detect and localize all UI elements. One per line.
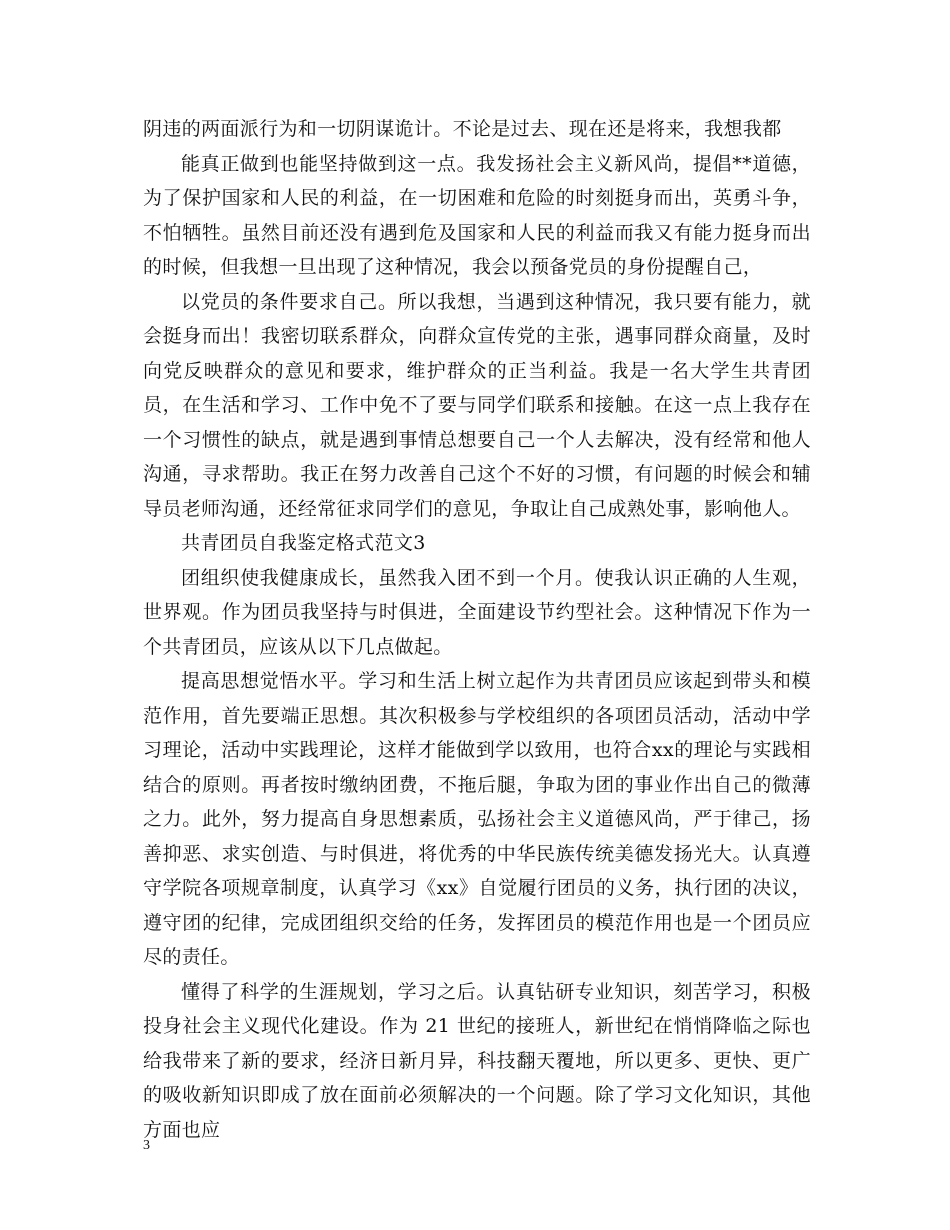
paragraph-4: 团组织使我健康成长，虽然我入团不到一个月。使我认识正确的人生观，世界观。作为团员我坚持与时俱进，全面建设节约型社会。这种情况下作为一个共青团员，应该从以下几点做起。 xyxy=(143,566,811,658)
paragraph-3: 以党员的条件要求自己。所以我想，当遇到这种情况，我只要有能力，就会挺身而出！我密切联系群众，向群众宣传党的主张，遇事同群众商量，及时向党反映群众的意见和要求，维护群众的正当利益。我是一名大学生共青团员，在生活和学习、工作中免不了要与同学们联系和接触。在这一点上我存在一个习惯性的缺点，就是遇到事情总想要自己一个人去解决，没有经常和他人沟通，寻求帮助。我正在努力改善自己这个不好的习惯，有问题的时候会和辅导员老师沟通，还经常征求同学们的意见，争取让自己成熟处事，影响他人。 xyxy=(143,290,811,520)
document-body xyxy=(143,112,811,1147)
paragraph-2: 能真正做到也能坚持做到这一点。我发扬社会主义新风尚，提倡**道德，为了保护国家和人民的利益，在一切困难和危险的时刻挺身而出，英勇斗争，不怕牺牲。虽然目前还没有遇到危及国家和人民的利益而我又有能力挺身而出的时候，但我想一旦出现了这种情况，我会以预备党员的身份提醒自己， xyxy=(143,152,811,278)
section-heading: 共青团员自我鉴定格式范文3 xyxy=(181,532,426,554)
paragraph-1: 阴违的两面派行为和一切阴谋诡计。不论是过去、现在还是将来，我想我都 xyxy=(143,118,782,140)
paragraph-6: 懂得了科学的生涯规划，学习之后。认真钻研专业知识，刻苦学习，积极投身社会主义现代化建设。作为 21 世纪的接班人，新世纪在悄悄降临之际也给我带来了新的要求，经济日新月异，科技翻天覆地，所以更多、更快、更广的吸收新知识即成了放在面前必须解决的一个问题。除了学习文化知识，其他方面也应 xyxy=(143,980,811,1141)
page-number: 3 xyxy=(143,1138,150,1153)
paragraph-5: 提高思想觉悟水平。学习和生活上树立起作为共青团员应该起到带头和模范作用，首先要端正思想。其次积极参与学校组织的各项团员活动，活动中学习理论，活动中实践理论，这样才能做到学以致用，也符合xx的理论与实践相结合的原则。再者按时缴纳团费，不拖后腿，争取为团的事业作出自己的微薄之力。此外，努力提高自身思想素质，弘扬社会主义道德风尚，严于律己，扬善抑恶、求实创造、与时俱进，将优秀的中华民族传统美德发扬光大。认真遵守学院各项规章制度，认真学习《xx》自觉履行团员的义务，执行团的决议，遵守团的纪律，完成团组织交给的任务，发挥团员的模范作用也是一个团员应尽的责任。 xyxy=(143,670,811,968)
